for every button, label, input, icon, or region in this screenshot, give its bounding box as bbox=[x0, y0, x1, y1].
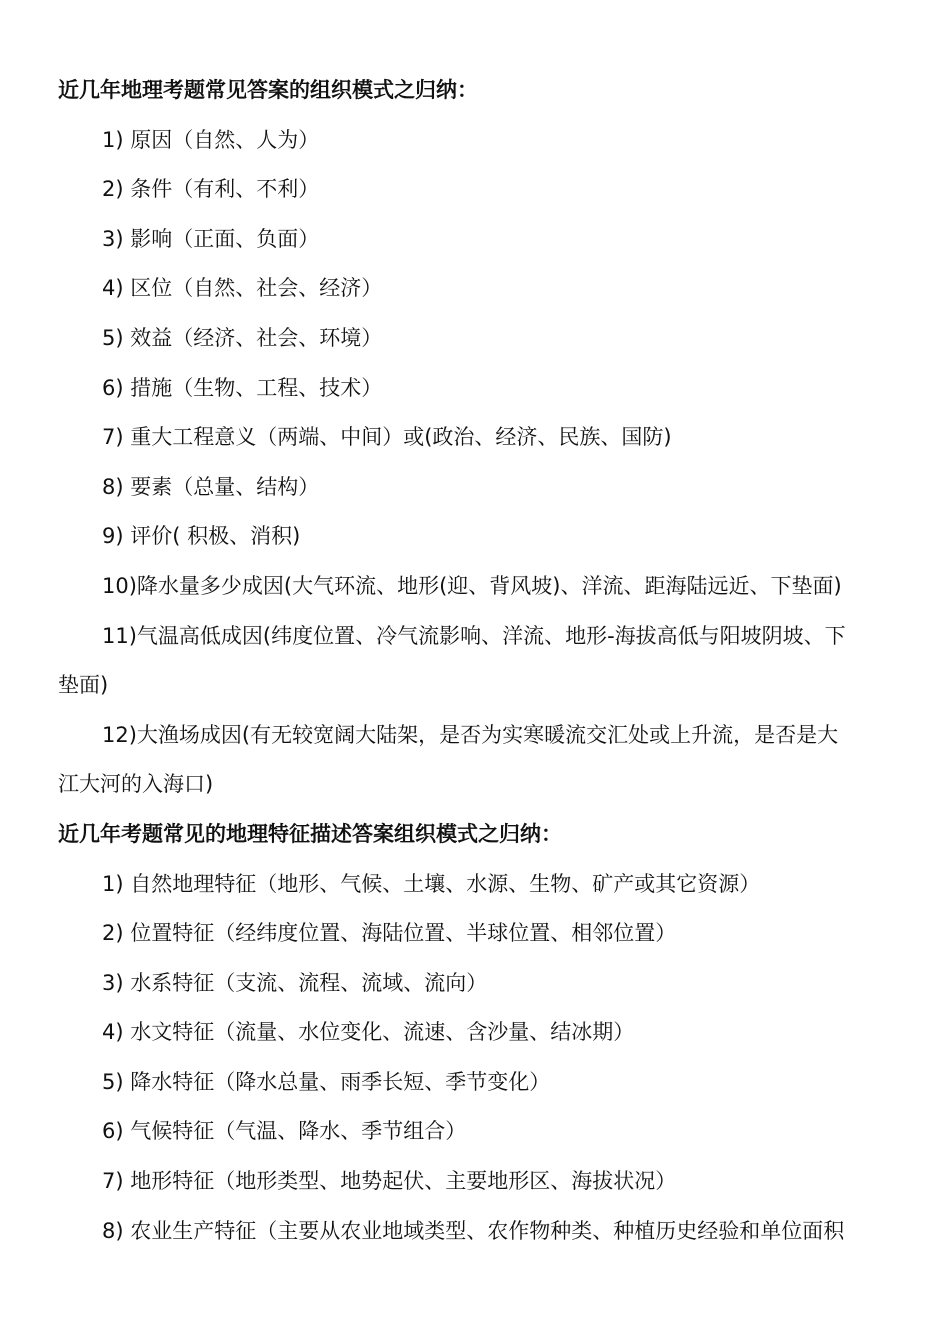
list-item: 1) 原因（自然、人为） bbox=[102, 127, 320, 152]
list-item-11 bbox=[58, 612, 894, 711]
list-item: 4) 区位（自然、社会、经济） bbox=[102, 276, 383, 301]
document-page bbox=[58, 66, 894, 1256]
list-item: 3) 影响（正面、负面） bbox=[102, 226, 320, 251]
list-item: 5) 降水特征（降水总量、雨季长短、季节变化） bbox=[102, 1069, 551, 1094]
list-item-12-line1: 12)大渔场成因(有无较宽阔大陆架，是否为实寒暖流交汇处或上升流，是否是大 bbox=[102, 722, 839, 747]
list-item-11-line2: 垫面) bbox=[58, 673, 109, 698]
list-item: 2) 位置特征（经纬度位置、海陆位置、半球位置、相邻位置） bbox=[102, 921, 677, 946]
list-item: 8) 要素（总量、结构） bbox=[102, 474, 320, 499]
list-item: 8) 农业生产特征（主要从农业地域类型、农作物种类、种植历史经验和单位面积 bbox=[102, 1218, 845, 1243]
list-item-12 bbox=[58, 711, 894, 810]
list-item: 10)降水量多少成因(大气环流、地形(迎、背风坡)、洋流、距海陆远近、下垫面) bbox=[102, 573, 842, 598]
list-item: 9) 评价( 积极、消积) bbox=[102, 524, 301, 549]
list-item: 6) 措施（生物、工程、技术） bbox=[102, 375, 383, 400]
list-item: 6) 气候特征（气温、降水、季节组合） bbox=[102, 1119, 467, 1144]
list-item: 3) 水系特征（支流、流程、流域、流向） bbox=[102, 970, 488, 995]
list-item: 7) 重大工程意义（两端、中间）或(政治、经济、民族、国防) bbox=[102, 425, 672, 450]
list-item: 5) 效益（经济、社会、环境） bbox=[102, 325, 383, 350]
list-item: 4) 水文特征（流量、水位变化、流速、含沙量、结冰期） bbox=[102, 1020, 635, 1045]
list-item: 1) 自然地理特征（地形、气候、土壤、水源、生物、矿产或其它资源） bbox=[102, 871, 761, 896]
section2-heading: 近几年考题常见的地理特征描述答案组织模式之归纳： bbox=[58, 821, 562, 846]
list-item: 7) 地形特征（地形类型、地势起伏、主要地形区、海拔状况） bbox=[102, 1169, 677, 1194]
list-item-11-line1: 11)气温高低成因(纬度位置、冷气流影响、洋流、地形-海拔高低与阳坡阴坡、下 bbox=[102, 623, 846, 648]
list-item: 2) 条件（有利、不利） bbox=[102, 177, 320, 202]
list-item-12-line2: 江大河的入海口) bbox=[58, 772, 214, 797]
section1-heading: 近几年地理考题常见答案的组织模式之归纳： bbox=[58, 78, 478, 102]
